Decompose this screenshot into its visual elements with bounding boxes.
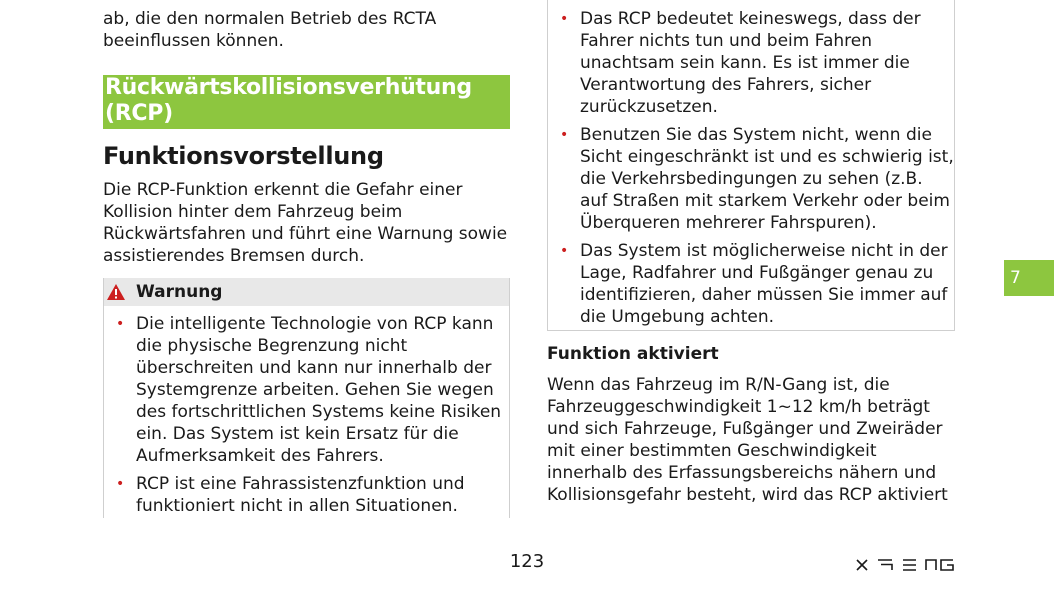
section-title-banner [103, 75, 510, 129]
activation-heading: Funktion aktiviert [547, 344, 719, 364]
list-item [548, 8, 954, 118]
function-description: Die RCP-Funktion erkennt die Gefahr einer Kollision hinter dem Fahrzeug beim Rückwärtsfahren und führt eine Warnung sowie assistierendes Bremsen durch. [103, 180, 508, 266]
list-item-text: Die intelligente Technologie von RCP kann die physische Begrenzung nicht überschreiten und kann nur innerhalb der Systemgrenze arbeiten. Gehen Sie wegen des fortschrittlichen Systems keine Risiken ein. Das System ist kein Ersatz für die Aufmerksamkeit des Fahrers. [136, 314, 502, 466]
list-item-text: Das RCP bedeutet keineswegs, dass der Fahrer nichts tun und beim Fahren unachtsam sein kann. Es ist immer die Verantwortung des Fahrers, sicher zurückzusetzen. [580, 9, 921, 117]
list-item [548, 240, 954, 328]
warning-box [103, 278, 510, 518]
list-item-text: RCP ist eine Fahrassistenzfunktion und funktioniert nicht in allen Situationen. [136, 474, 465, 516]
warning-header [104, 278, 509, 306]
bullet-dot-icon: • [560, 11, 569, 27]
list-item-text: Das System ist möglicherweise nicht in der Lage, Radfahrer und Fußgänger genau zu identifizieren, daher müssen Sie immer auf die Umgebung achten. [580, 241, 948, 327]
list-item [104, 313, 509, 467]
chapter-number: 7 [1010, 268, 1021, 288]
page-number: 123 [509, 551, 545, 572]
warning-list [104, 306, 509, 517]
bullet-dot-icon: • [560, 127, 569, 143]
warning-triangle-icon [106, 283, 126, 301]
list-item-text: Benutzen Sie das System nicht, wenn die Sicht eingeschränkt ist und es schwierig ist, die Verkehrsbedingungen zu sehen (z.B. auf Straßen mit starkem Verkehr oder beim Überqueren mehrerer Fahrspuren). [580, 125, 954, 233]
list-item [548, 124, 954, 234]
section-title: Rückwärtskollisionsverhütung (RCP) [105, 75, 472, 126]
list-item [104, 473, 509, 517]
xpeng-logo [856, 558, 954, 571]
bullet-dot-icon: • [560, 243, 569, 259]
subsection-heading: Funktionsvorstellung [103, 142, 384, 170]
warning-continued-list [548, 0, 954, 328]
activation-description: Wenn das Fahrzeug im R/N-Gang ist, die Fahrzeuggeschwindigkeit 1~12 km/h beträgt und sich Fahrzeuge, Fußgänger und Zweiräder mit einer bestimmten Geschwindigkeit innerhalb des Erfassungsbereichs nähern und Kollisionsgefahr besteht, wird das RCP aktiviert [547, 375, 948, 505]
intro-text: ab, die den normalen Betrieb des RCTA beeinflussen können. [103, 9, 437, 51]
bullet-dot-icon: • [116, 316, 125, 332]
bullet-dot-icon: • [116, 476, 125, 492]
warning-label: Warnung [136, 282, 223, 302]
warning-continued-box [547, 0, 955, 331]
chapter-tab [1004, 260, 1054, 296]
